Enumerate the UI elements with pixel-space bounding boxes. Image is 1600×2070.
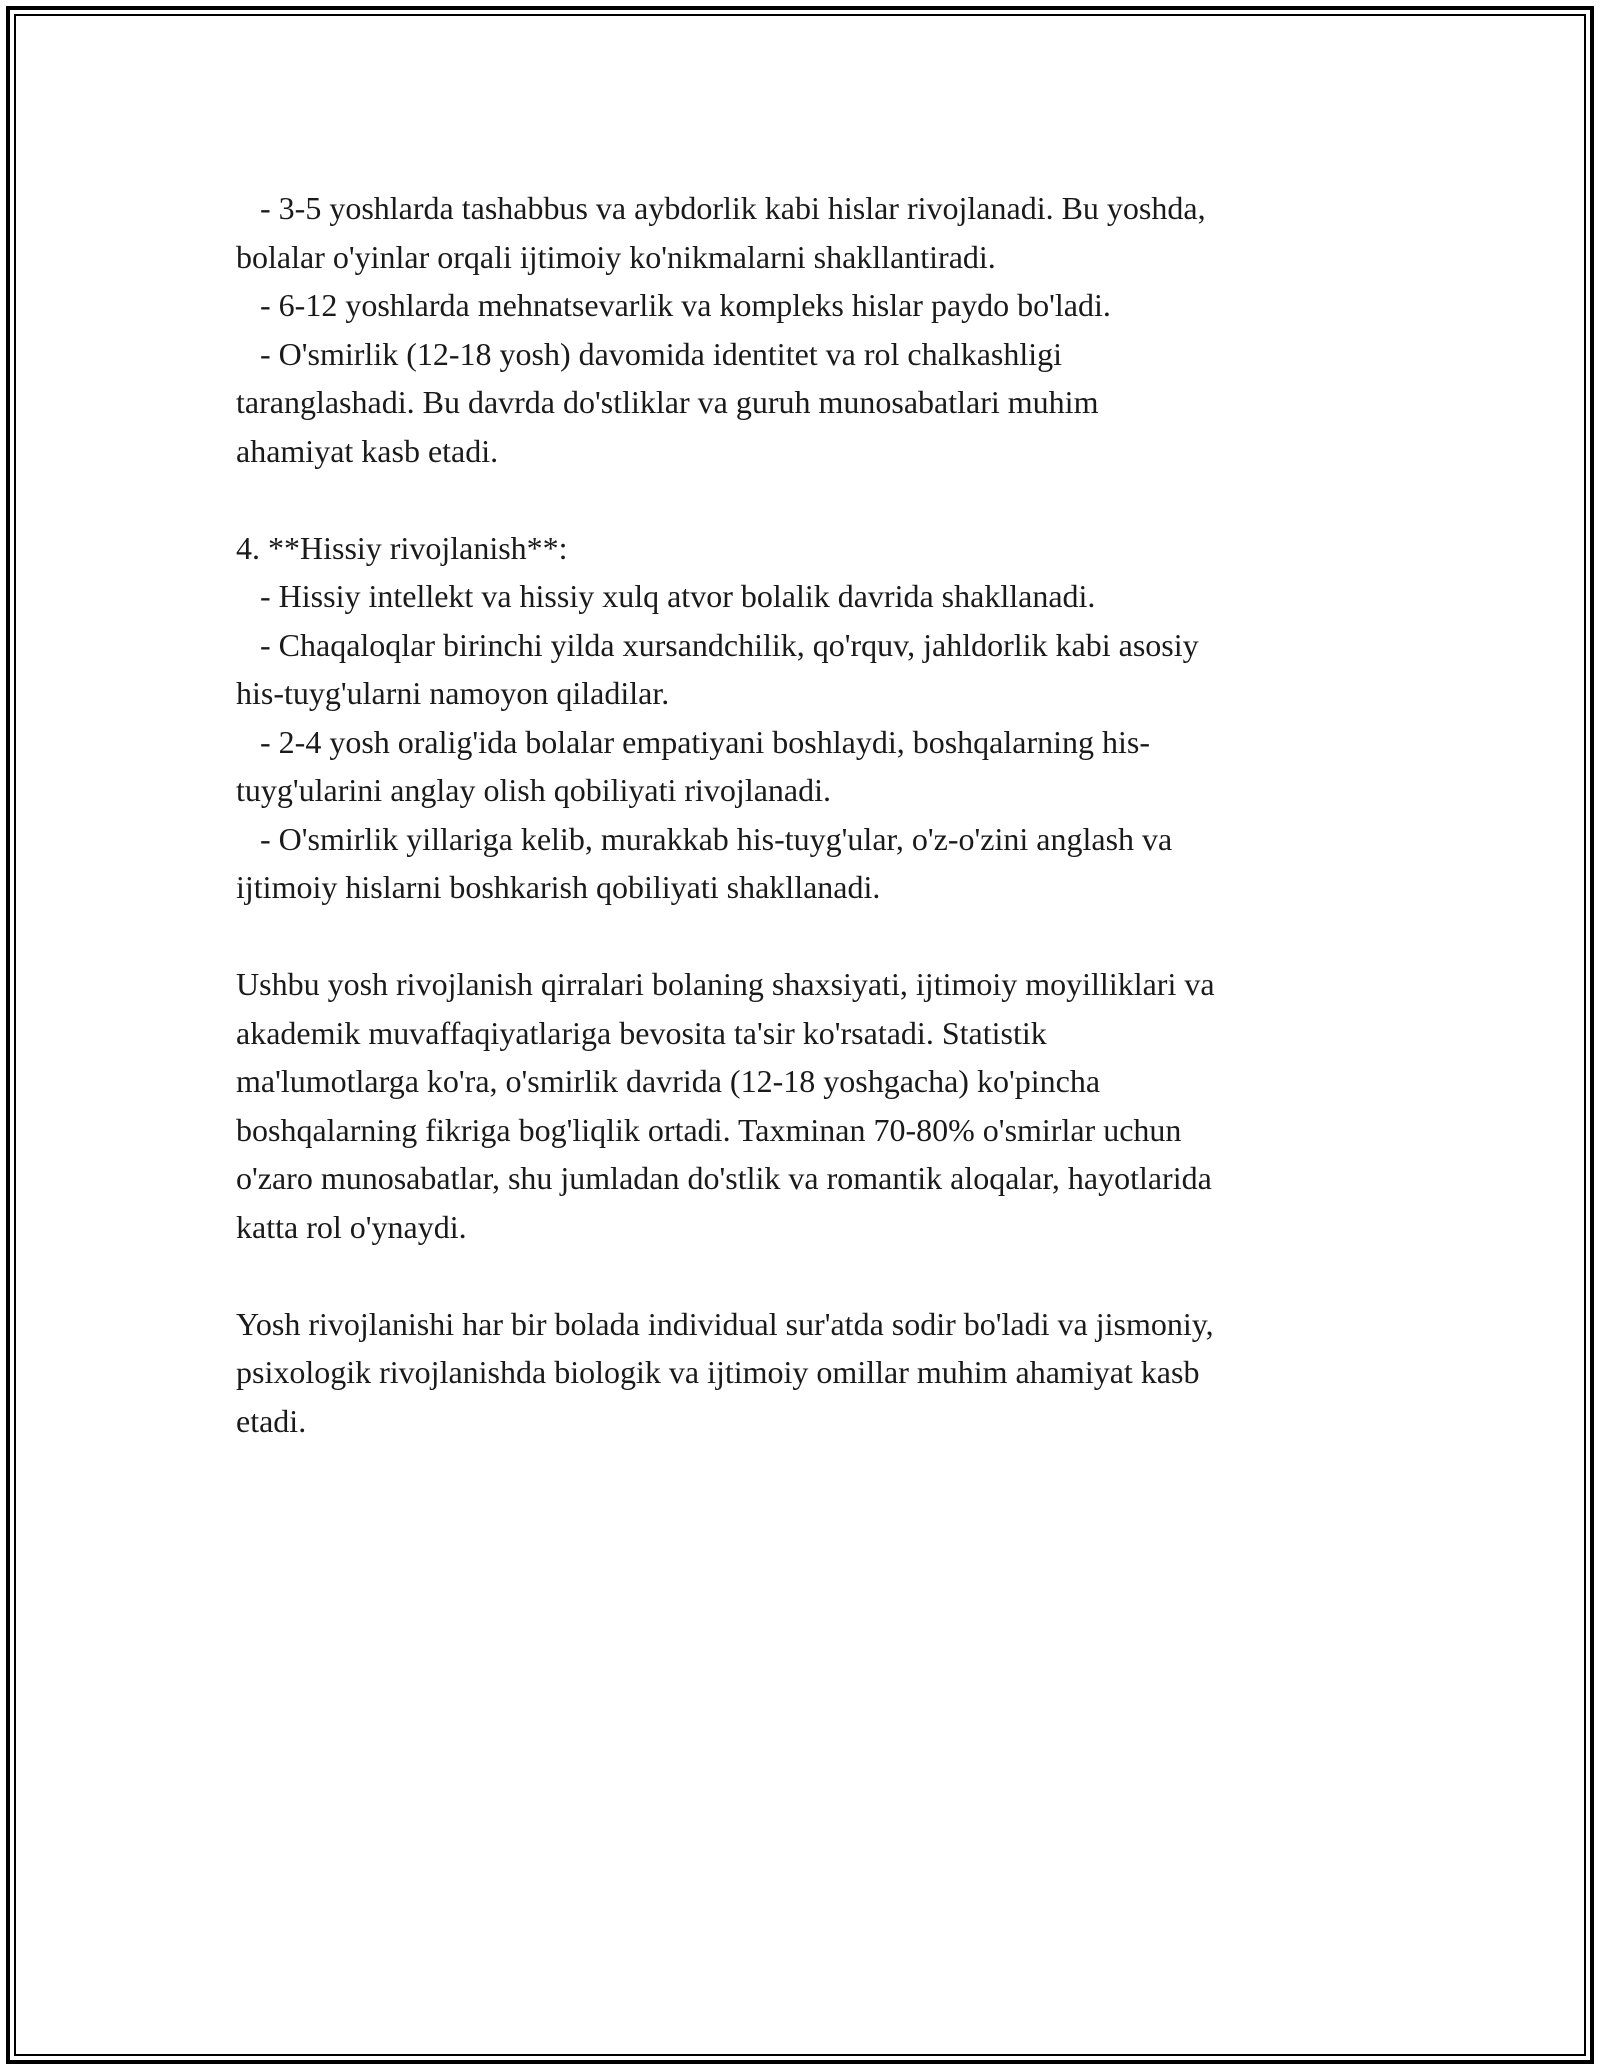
list-item-line: - O'smirlik (12-18 yosh) davomida identitet va rol chalkashligi: [236, 335, 1063, 372]
conclusion-paragraph: [236, 1300, 1396, 1446]
list-item-line: ijtimoiy hislarni boshkarish qobiliyati shakllanadi.: [236, 869, 881, 905]
list-item-line: - 2-4 yosh oralig'ida bolalar empatiyani boshlaydi, boshqalarning his-: [236, 723, 1151, 760]
paragraph-line: akademik muvaffaqiyatlariga bevosita ta'sir ko'rsatadi. Statistik: [236, 1014, 1047, 1051]
paragraph-gap: [236, 912, 1396, 961]
list-item-line: ahamiyat kasb etadi.: [236, 432, 499, 469]
paragraph-line: Ushbu yosh rivojlanish qirralari bolaning shaxsiyati, ijtimoiy moyilliklari va: [236, 966, 1215, 1002]
list-item-line: taranglashadi. Bu davrda do'stliklar va guruh munosabatlari muhim: [236, 384, 1099, 420]
list-item-line: - 6-12 yoshlarda mehnatsevarlik va kompleks hislar paydo bo'ladi.: [236, 287, 1111, 323]
list-item-line: - Hissiy intellekt va hissiy xulq atvor bolalik davrida shakllanadi.: [236, 578, 1096, 614]
paragraph-line: o'zaro munosabatlar, shu jumladan do'stlik va romantik aloqalar, hayotlarida: [236, 1160, 1212, 1196]
paragraph-line: boshqalarning fikriga bog'liqlik ortadi. Taxminan 70-80% o'smirlar uchun: [236, 1111, 1182, 1148]
list-item-line: - 3-5 yoshlarda tashabbus va aybdorlik kabi hislar rivojlanadi. Bu yoshda,: [236, 190, 1206, 226]
list-item-line: bolalar o'yinlar orqali ijtimoiy ko'nikmalarni shakllantiradi.: [236, 238, 996, 275]
paragraph-gap: [236, 1251, 1396, 1300]
paragraph-line: ma'lumotlarga ko'ra, o'smirlik davrida (12-18 yoshgacha) ko'pincha: [236, 1063, 1101, 1099]
paragraph-gap: [236, 475, 1396, 524]
list-item-line: his-tuyg'ularni namoyon qiladilar.: [236, 675, 670, 711]
emotional-development-section: [236, 524, 1396, 912]
list-item-line: tuyg'ularini anglay olish qobiliyati rivojlanadi.: [236, 772, 831, 808]
social-development-list: [236, 184, 1396, 475]
paragraph-line: Yosh rivojlanishi har bir bolada individual sur'atda sodir bo'ladi va jismoniy,: [236, 1305, 1214, 1342]
section-heading: 4. **Hissiy rivojlanish**:: [236, 529, 568, 566]
list-item-line: - Chaqaloqlar birinchi yilda xursandchilik, qo'rquv, jahldorlik kabi asosiy: [236, 626, 1199, 663]
document-body: [236, 184, 1396, 1445]
list-item-line: - O'smirlik yillariga kelib, murakkab his-tuyg'ular, o'z-o'zini anglash va: [236, 820, 1173, 857]
paragraph-line: psixologik rivojlanishda biologik va ijtimoiy omillar muhim ahamiyat kasb: [236, 1354, 1200, 1390]
paragraph-line: katta rol o'ynaydi.: [236, 1208, 467, 1245]
statistics-paragraph: [236, 960, 1396, 1251]
paragraph-line: etadi.: [236, 1402, 307, 1439]
